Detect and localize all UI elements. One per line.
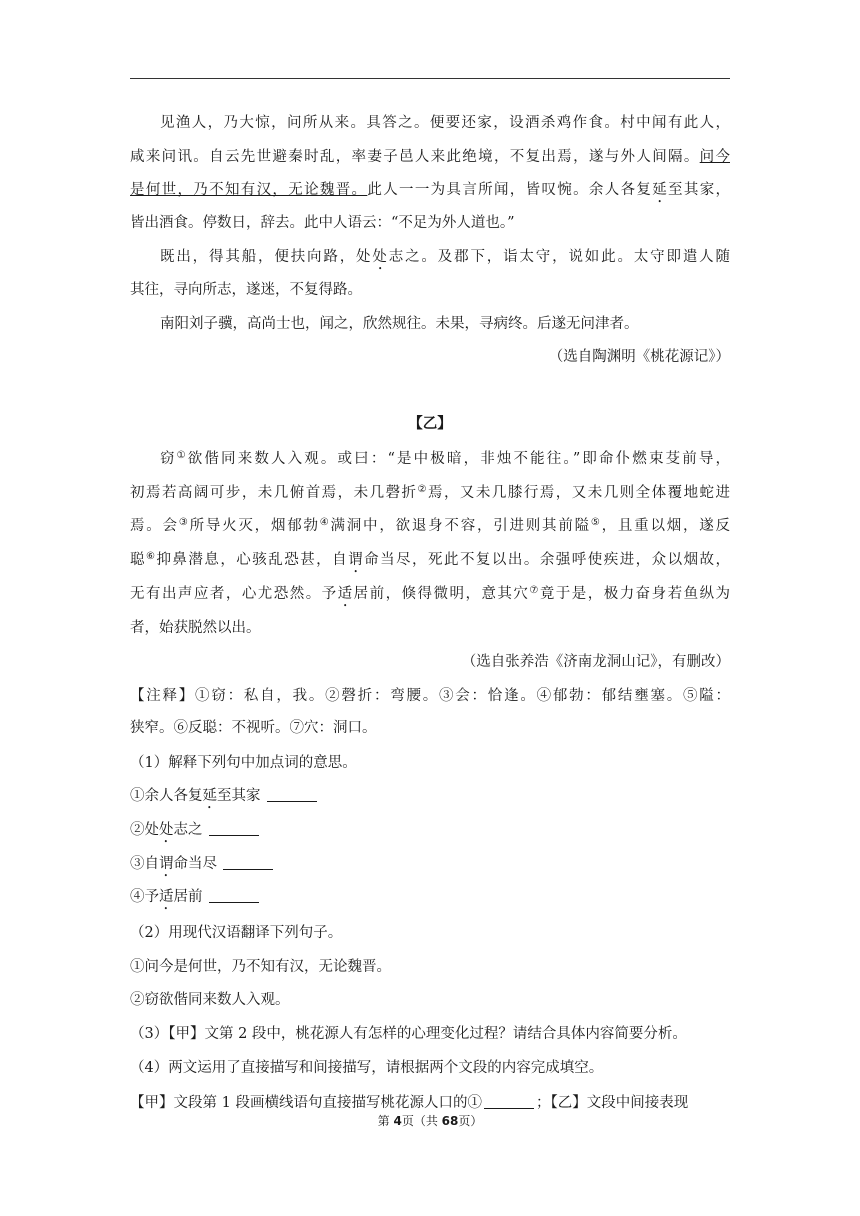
q1-title: （1）解释下列句中加点词的意思。 [130,755,357,771]
yi-line-4: 聪⑥抑鼻潜息，心骇乱恐甚，自谓命当尽，死此不复以出。余强呼使疾进，众以烟故， [130,551,731,568]
q2-item-a: ①问今是何世，乃不知有汉，无论魏晋。 [130,959,391,975]
jia-p2-line-1: 既出，得其船，便扶向路，处处志之。及郡下，诣太守，说如此。太守即遣人随 [160,249,731,265]
page-number: 4 [393,1114,402,1128]
jia-p1-line-3: 是何世，乃不知有汉，无论魏晋。此人一一为具言所闻，皆叹惋。余人各复延至其家， [130,182,731,198]
answer-blank-2[interactable] [209,821,259,836]
jia-p3: 南阳刘子骥，高尚士也，闻之，欣然规往。未果，寻病终。后遂无问津者。 [160,316,639,332]
yi-line-6: 者，始获脱然以出。 [130,620,261,636]
jia-p1-line-4: 皆出酒食。停数日，辞去。此中人语云：“不足为外人道也。” [130,215,515,231]
jia-p1-line-1: 见渔人，乃大惊，问所从来。具答之。便要还家，设酒杀鸡作食。村中闻有此人， [160,115,730,131]
note-marker-1: ① [176,450,188,461]
q3: （3）【甲】文第 2 段中，桃花源人有怎样的心理变化过程？请结合具体内容简要分析。 [130,1026,687,1042]
underlined-sentence-part-1: 问今 [699,149,730,165]
page-footer: 第 4页（共 68页） [377,1114,483,1128]
yi-source: （选自张养浩《济南龙洞山记》，有删改） [461,654,730,670]
q1-item-d: ④予适居前 [130,887,730,913]
yi-line-1: 窃①欲偕同来数人入观。或曰：“是中极暗，非烛不能往。”即命仆燃束芟前导， [160,450,731,467]
dotted-word-shi: 适 [337,586,354,602]
note-marker-4: ④ [319,517,331,528]
dotted-word-yan: 延 [652,182,669,198]
dotted-word-chu: 处 [372,249,389,265]
yi-heading: 【乙】 [408,415,452,432]
note-marker-2: ② [417,484,428,495]
note-marker-3: ③ [178,517,190,528]
answer-blank-3[interactable] [223,855,273,870]
q1-item-c: ③自谓命当尽 [130,854,730,880]
answer-blank-4[interactable] [209,888,259,903]
header-rule [130,78,730,79]
notes-line-2: 狭窄。⑥反聪：不视听。⑦穴：洞口。 [130,720,377,736]
answer-blank-1[interactable] [267,787,317,802]
jia-p1-line-2: 咸来问讯。自云先世避秦时乱，率妻子邑人来此绝境，不复出焉，遂与外人间隔。问今 [130,149,730,165]
yi-line-5: 无有出声应者，心尤恐然。予适居前，倏得微明，意其穴⑦竟于是，极力奋身若鱼纵为 [130,585,731,602]
jia-source: （选自陶渊明《桃花源记》） [548,349,730,365]
note-marker-6: ⑥ [145,551,157,562]
q1-item-b: ②处处志之 [130,820,730,846]
jia-p2-line-2: 其往，寻向所志，遂迷，不复得路。 [130,282,362,298]
dotted-word-wei: 谓 [348,552,365,568]
yi-line-3: 焉。会③所导火灭，烟郁勃④满洞中，欲退身不容，引进则其前隘⑤，且重以烟，遂反 [130,517,731,534]
q4-line: 【甲】文段第 1 段画横线语句直接描写桃花源人口的① ；【乙】文段中间接表现 [130,1095,689,1111]
q2-title: （2）用现代汉语翻译下列句子。 [130,925,343,941]
note-marker-5: ⑤ [590,517,602,528]
q4-title: （4）两文运用了直接描写和间接描写，请根据两个文段的内容完成填空。 [130,1060,604,1076]
notes-line-1: 【注释】①窃：私自，我。②磬折：弯腰。③会：恰逢。④郁勃：郁结壅塞。⑤隘： [130,688,730,704]
underlined-sentence-part-2: 是何世，乃不知有汉，无论魏晋。 [130,182,368,198]
q1-item-a: ①余人各复延至其家 [130,786,730,812]
page-total: 68 [441,1114,459,1128]
answer-blank-q4-1[interactable] [484,1094,534,1109]
q2-item-b: ②窃欲偕同来数人入观。 [130,992,290,1008]
yi-line-2: 初焉若高阔可步，未几俯首焉，未几磬折②焉，又未几膝行焉，又未几则全体覆地蛇进 [130,484,731,501]
note-marker-7: ⑦ [529,585,540,596]
